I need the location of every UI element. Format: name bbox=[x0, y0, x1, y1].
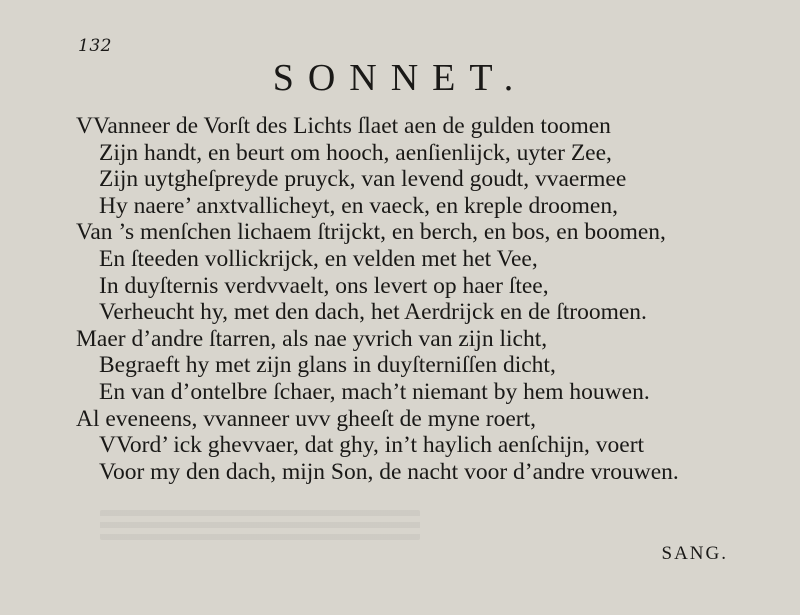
poem-line: En ſteeden vollickrijck, en velden met het Vee, bbox=[99, 245, 538, 272]
poem-line: VVanneer de Vorſt des Lichts ſlaet aen de gulden toomen bbox=[76, 113, 611, 139]
page-title: SONNET. bbox=[272, 57, 528, 99]
poem-line: VVord’ ick ghevvaer, dat ghy, in’t haylich aenſchijn, voert bbox=[99, 432, 645, 459]
page-number: 132 bbox=[78, 36, 112, 56]
poem-line: In duyſternis verdvvaelt, ons levert op haer ſtee, bbox=[99, 272, 549, 299]
poem-line: Zijn handt, en beurt om hooch, aenſienlijck, uyter Zee, bbox=[99, 139, 612, 166]
poem-line: Maer d’andre ſtarren, als nae yvrich van zijn licht, bbox=[76, 325, 548, 352]
poem-line: Van ’s menſchen lichaem ſtrijckt, en berch, en bos, en boomen, bbox=[76, 219, 666, 246]
catchword: SANG. bbox=[661, 543, 728, 564]
poem-line: Begraeft hy met zijn glans in duyſterniſſen dicht, bbox=[99, 352, 556, 379]
poem-line: Hy naere’ anxtvallicheyt, en vaeck, en kreple droomen, bbox=[99, 192, 618, 219]
poem-line: Al eveneens, vvanneer uvv gheeſt de myne roert, bbox=[76, 405, 537, 432]
poem-line: Voor my den dach, mijn Son, de nacht voor d’andre vrouwen. bbox=[99, 458, 679, 485]
poem-line: En van d’ontelbre ſchaer, mach’t niemant by hem houwen. bbox=[99, 378, 650, 405]
poem-line: Verheucht hy, met den dach, het Aerdrijck en de ſtroomen. bbox=[99, 299, 647, 326]
show-through-shadow bbox=[100, 510, 420, 540]
poem-line: Zijn uytgheſpreyde pruyck, van levend goudt, vvaermee bbox=[99, 166, 627, 193]
sonnet-text bbox=[76, 113, 679, 485]
